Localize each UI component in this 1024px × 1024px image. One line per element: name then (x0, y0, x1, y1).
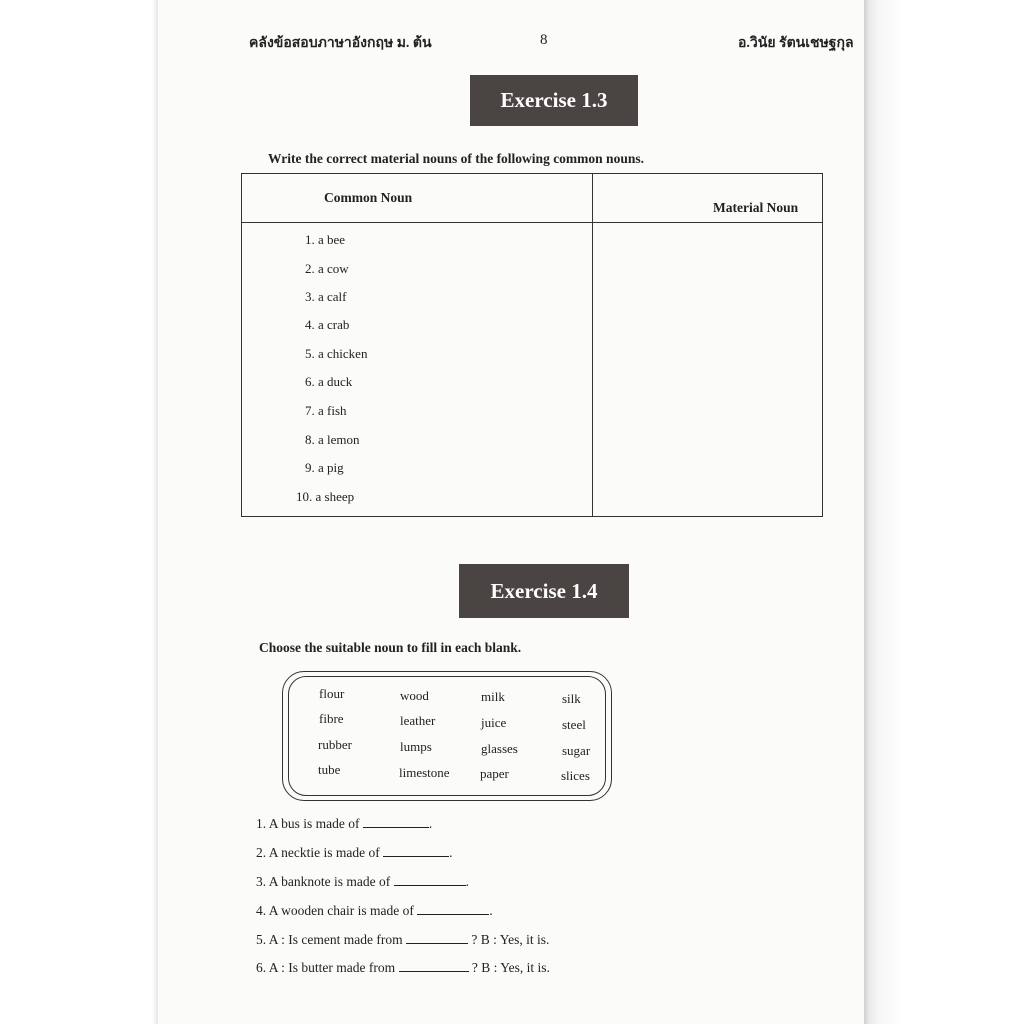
answer-blank[interactable] (363, 815, 429, 828)
page-shadow (864, 0, 1024, 1024)
header-page-number: 8 (540, 32, 548, 48)
word-bank-word: fibre (319, 711, 344, 726)
list-item: 1. a bee (305, 232, 346, 247)
word-bank-word: lumps (400, 739, 432, 754)
question-2: 2. A necktie is made of . (256, 845, 453, 860)
word-bank-word: slices (561, 768, 590, 783)
word-bank-word: flour (319, 686, 345, 701)
exercise-1-3-instruction: Write the correct material nouns of the following common nouns. (268, 151, 644, 166)
exercise-1-3-banner: Exercise 1.3 (470, 75, 638, 126)
answer-blank[interactable] (406, 931, 468, 944)
word-bank-word: limestone (399, 765, 450, 780)
answer-blank[interactable] (383, 844, 449, 857)
header-book-title: คลังข้อสอบภาษาอังกฤษ ม. ต้น (249, 36, 432, 51)
question-4: 4. A wooden chair is made of . (256, 903, 493, 918)
list-item: 6. a duck (305, 374, 353, 389)
question-6: 6. A : Is butter made from ? B : Yes, it is. (256, 960, 550, 975)
list-item: 4. a crab (305, 317, 350, 332)
list-item: 5. a chicken (305, 346, 368, 361)
col-header-material-noun: Material Noun (593, 174, 823, 223)
list-item: 10. a sheep (296, 489, 355, 504)
answer-blank[interactable] (394, 873, 466, 886)
common-noun-cell (242, 223, 593, 517)
word-bank-word: wood (400, 688, 429, 703)
word-bank-word: tube (318, 762, 341, 777)
exercise-1-4-instruction: Choose the suitable noun to fill in each blank. (259, 640, 522, 655)
list-item: 3. a calf (305, 289, 347, 304)
list-item: 7. a fish (305, 403, 347, 418)
word-bank-word: rubber (318, 737, 352, 752)
word-bank-word: leather (400, 713, 436, 728)
answer-blank[interactable] (417, 902, 489, 915)
list-item: 2. a cow (305, 261, 349, 276)
question-1: 1. A bus is made of . (256, 816, 433, 831)
material-noun-answer-area[interactable] (593, 223, 823, 517)
word-bank-word: silk (562, 691, 581, 706)
word-bank-word: sugar (562, 743, 591, 758)
word-bank-word: steel (562, 717, 586, 732)
list-item: 9. a pig (305, 460, 344, 475)
question-5: 5. A : Is cement made from ? B : Yes, it is. (256, 932, 550, 947)
word-bank-word: paper (480, 766, 509, 781)
word-bank-word: milk (481, 689, 505, 704)
word-bank-word: juice (481, 715, 507, 730)
col-header-common-noun: Common Noun (242, 174, 593, 223)
answer-blank[interactable] (399, 959, 469, 972)
exercise-1-4-banner: Exercise 1.4 (459, 564, 629, 618)
question-3: 3. A banknote is made of . (256, 874, 469, 889)
list-item: 8. a lemon (305, 432, 360, 447)
header-author: อ.วินัย รัตนเชษฐกุล (738, 36, 854, 51)
word-bank-word: glasses (481, 741, 518, 756)
